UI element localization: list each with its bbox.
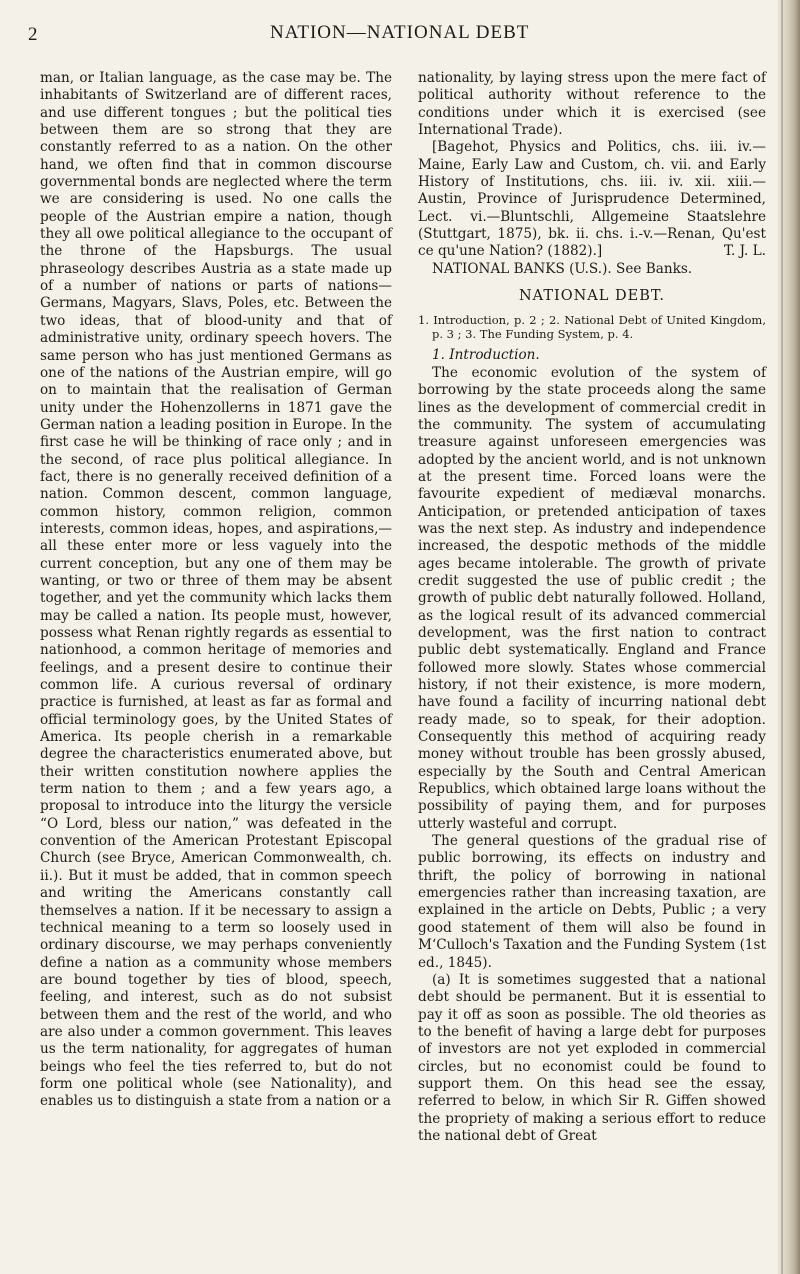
right-column (418, 70, 766, 1145)
body-paragraph: (a) It is sometimes suggested that a national debt should be permanent. But it is essential to pay it off as soon as possible. The old theories as to the benefit of having a large debt for purposes of investors are not yet exploded in commercial circles, but no economist could be found to support them. On this head see the essay, referred to below, in which Sir R. Giffen showed the propriety of making a serious effort to reduce the national debt of Great (418, 971, 766, 1144)
continuation-paragraph: nationality, by laying stress upon the mere fact of political authority without reference to the conditions under which it is exercised (see International Trade). (418, 70, 766, 139)
section-title: NATIONAL DEBT. (518, 288, 666, 305)
body-paragraph: The general questions of the gradual rise of public borrowing, its effects on industry and thrift, the policy of borrowing in national emergencies rather than increasing taxation, are explained in the article on Debts, Public ; a very good statement of them will also be found in M‘Culloch's Taxation and the Funding System (1st ed., 1845). (418, 833, 766, 971)
contents-list: 1. Introduction, p. 2 ; 2. National Debt of United Kingdom, p. 3 ; 3. The Funding System, p. 4. (418, 313, 766, 342)
subheading (418, 347, 766, 364)
body-paragraph: man, or Italian language, as the case may be. The inhabitants of Switzerland are of different races, and use different tongues ; but the political ties between them are so strong that they are constantly referred to as a nation. On the other hand, we often find that in common discourse governmental bonds are neglected where the term we are considering is used. No one calls the people of the Austrian empire a nation, though they all owe political allegiance to the occupant of the throne of the Hapsburgs. The usual phraseology describes Austria as a state made up of a number of nations or parts of nations—Germans, Magyars, Slavs, Poles, etc. Between the two ideas, that of blood-unity and that of administrative unity, ordinary speech hovers. The same person who has just mentioned Germans as one of the nations of the Austrian empire, will go on to maintain that the realisation of German unity under the Hohenzollerns in 1871 gave the German nation a leading position in Europe. In the first case he will be thinking of race only ; and in the second, of race plus political allegiance. In fact, there is no generally received definition of a nation. Common descent, common language, common history, common religion, common interests, common ideas, hopes, and aspirations,—all these enter more or less vaguely into the current conception, but any one of them may be wanting, or two or three of them may be absent together, and yet the community which lacks them may be called a nation. Its people must, however, possess what Renan rightly regards as essential to nationhood, a common heritage of memories and feelings, and a present desire to continue their common life. A curious reversal of ordinary practice is furnished, at least as far as formal and official terminology goes, by the United States of America. Its people cherish in a remarkable degree the characteristics enumerated above, but their written constitution nowhere applies the term nation to them ; and a few years ago, a proposal to introduce into the liturgy the versicle “O Lord, bless our nation,” was defeated in the convention of the American Protestant Episcopal Church (see Bryce, American Commonwealth, ch. ii.). But it must be added, that in common speech and writing the Americans constantly call themselves a nation. If it be necessary to assign a technical meaning to a term so loosely used in ordinary discourse, we may perhaps conveniently define a nation as a community whose members are bound together by ties of blood, speech, feeling, and interest, such as do not subsist between them and the rest of the world, and who are also under a common government. This leaves us the term nationality, for aggregates of human beings who feel the ties referred to, but do not form one political whole (see Nationality), and enables us to distinguish a state from a nation or a (40, 70, 392, 1110)
running-head: NATION—NATIONAL DEBT (270, 22, 530, 43)
page-edge-shadow (778, 0, 800, 1274)
page-number: 2 (28, 24, 38, 45)
references-text: [Bagehot, Physics and Politics, chs. iii. iv.— Maine, Early Law and Custom, ch. vii. and Early History of Institutions, chs. iii. iv. xii. xiii.— Austin, Province of Jurisprudence Determined, Lect. vi.—Bluntschli, Allgemeine Staatslehre (Stuttgart, 1875), bk. ii. chs. i.-v.—Renan, Qu'est ce qu'une Nation? (1882).] (418, 139, 766, 260)
subheading-text: 1. Introduction. (432, 347, 540, 364)
cross-reference: NATIONAL BANKS (U.S.). See Banks. (432, 260, 693, 277)
body-paragraph: The economic evolution of the system of borrowing by the state proceeds along the same lines as the development of commercial credit in the community. The system of accumulating treasure against unforeseen emergencies was adopted by the ancient world, and is not unknown at the present time. Forced loans were the favourite expedient of mediæval monarchs. Anticipation, or pretended anticipation of taxes was the next step. As industry and independence increased, the despotic methods of the middle ages became intolerable. The growth of private credit suggested the use of public credit ; the growth of public debt naturally followed. Holland, as the logical result of its advanced commercial development, was the first nation to contract public debt systematically. England and France followed more slowly. States whose commercial history, if not their existence, is more modern, have found a facility of incurring national debt ready made, so to speak, for their adoption. Consequently this method of acquiring ready money without trouble has been grossly abused, especially by the South and Central American Republics, which obtained large loans without the possibility of paying them, and for purposes utterly wasteful and corrupt. (418, 364, 766, 832)
references-paragraph (418, 139, 766, 260)
left-column (40, 70, 392, 1111)
references-author: T. J. L. (723, 243, 766, 260)
